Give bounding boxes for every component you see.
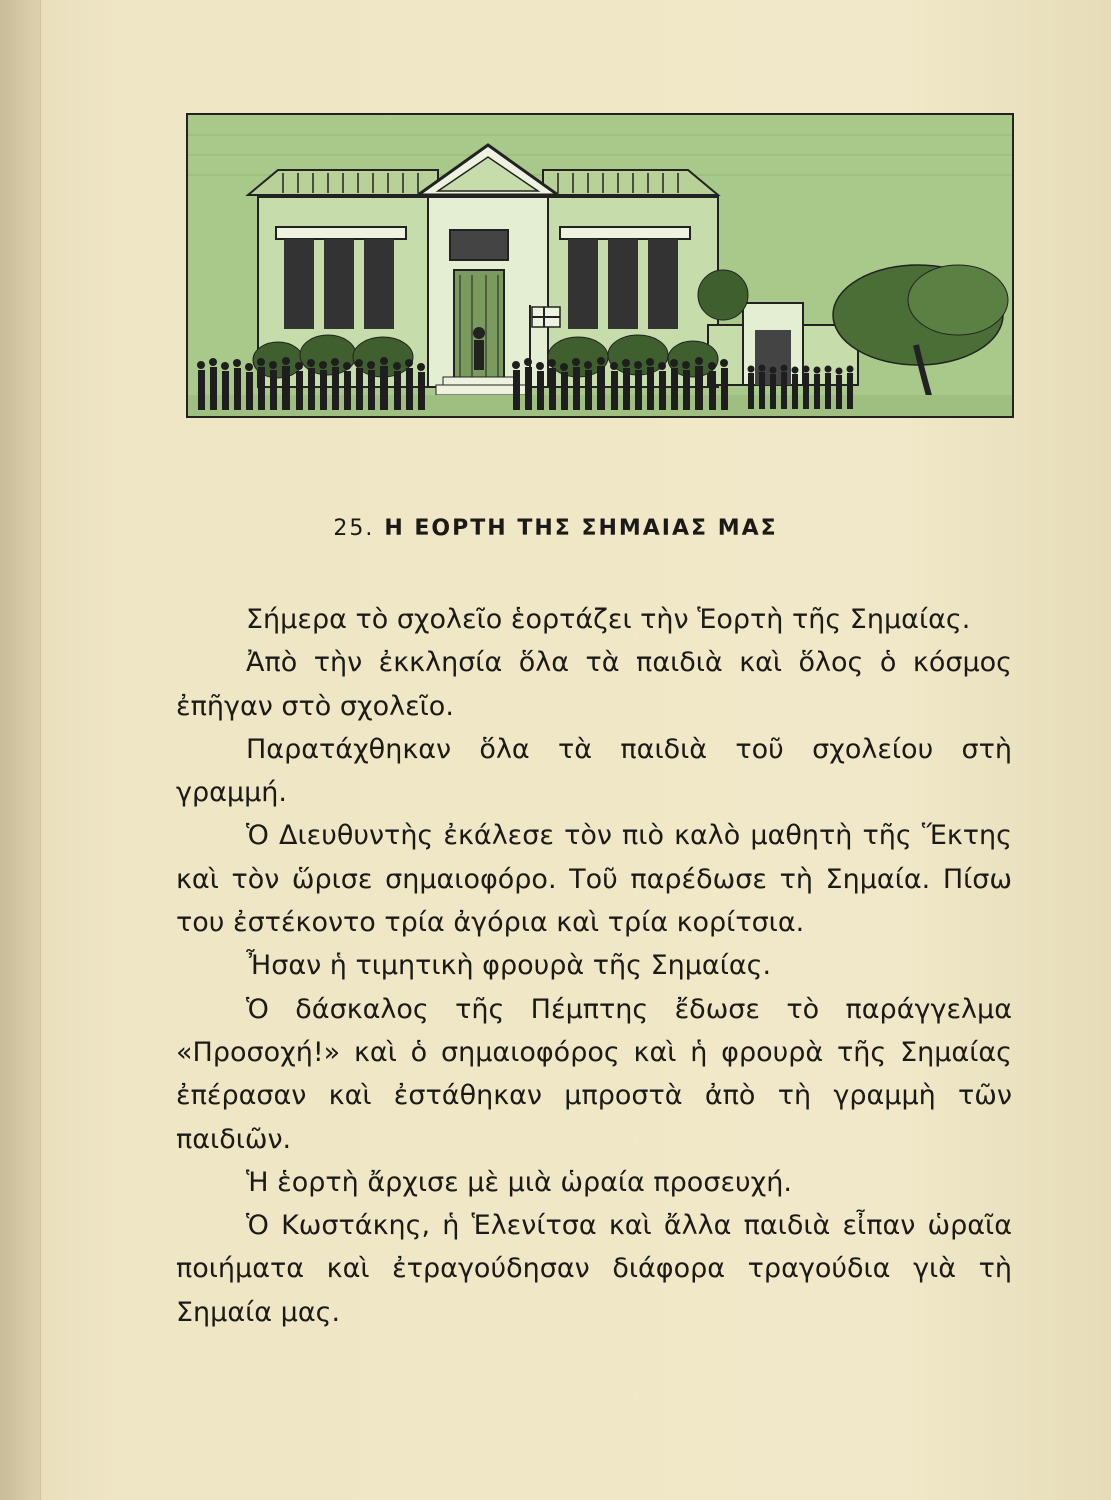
paragraph: Ὁ δάσκαλος τῆς Πέμπτης ἔδωσε τὸ παράγγελμα «Προσοχή!» καὶ ὁ σημαιοφόρος καὶ ἡ φρουρὰ τῆς Σημαίας ἐπέρασαν καὶ ἐστάθηκαν μπροστὰ ἀπὸ τὴ γραμμὴ τῶν παιδιῶν. — [176, 993, 1012, 1155]
paragraph: Ἀπὸ τὴν ἐκκλησία ὅλα τὰ παιδιὰ καὶ ὅλος ὁ κόσμος ἐπῆγαν στὸ σχολεῖο. — [176, 647, 1012, 722]
page-gutter — [0, 0, 41, 1500]
paragraph: Σήμερα τὸ σχολεῖο ἑορτάζει τὴν Ἑορτὴ τῆς Σημαίας. — [246, 604, 971, 635]
chapter-title-text: Η ΕΟΡΤΗ ΤΗΣ ΣΗΜΑΙΑΣ ΜΑΣ — [384, 516, 778, 541]
paragraph: Ἡ ἑορτὴ ἄρχισε μὲ μιὰ ὡραία προσευχή. — [246, 1166, 792, 1198]
paragraph: Ἦσαν ἡ τιμητικὴ φρουρὰ τῆς Σημαίας. — [246, 950, 772, 982]
paragraph: Ὁ Κωστάκης, ἡ Ἑλενίτσα καὶ ἄλλα παιδιὰ εἶπαν ὡραῖα ποιήματα καὶ ἐτραγούδησαν διάφορα τραγούδια γιὰ τὴ Σημαία μας. — [176, 1210, 1012, 1328]
school-building-illustration — [186, 113, 1014, 418]
paragraph: Ὁ Διευθυντὴς ἐκάλεσε τὸν πιὸ καλὸ μαθητὴ τῆς Ἕκτης καὶ τὸν ὥρισε σημαιοφόρο. Τοῦ παρέδωσε τὴ Σημαία. Πίσω του ἐστέκοντο τρία ἀγόρια καὶ τρία κορίτσια. — [176, 820, 1012, 939]
chapter-body — [176, 598, 1012, 1334]
paragraph: Παρατάχθηκαν ὅλα τὰ παιδιὰ τοῦ σχολείου στὴ γραμμή. — [176, 733, 1012, 809]
chapter-number: 25. — [333, 516, 375, 541]
chapter-title — [0, 516, 1111, 541]
